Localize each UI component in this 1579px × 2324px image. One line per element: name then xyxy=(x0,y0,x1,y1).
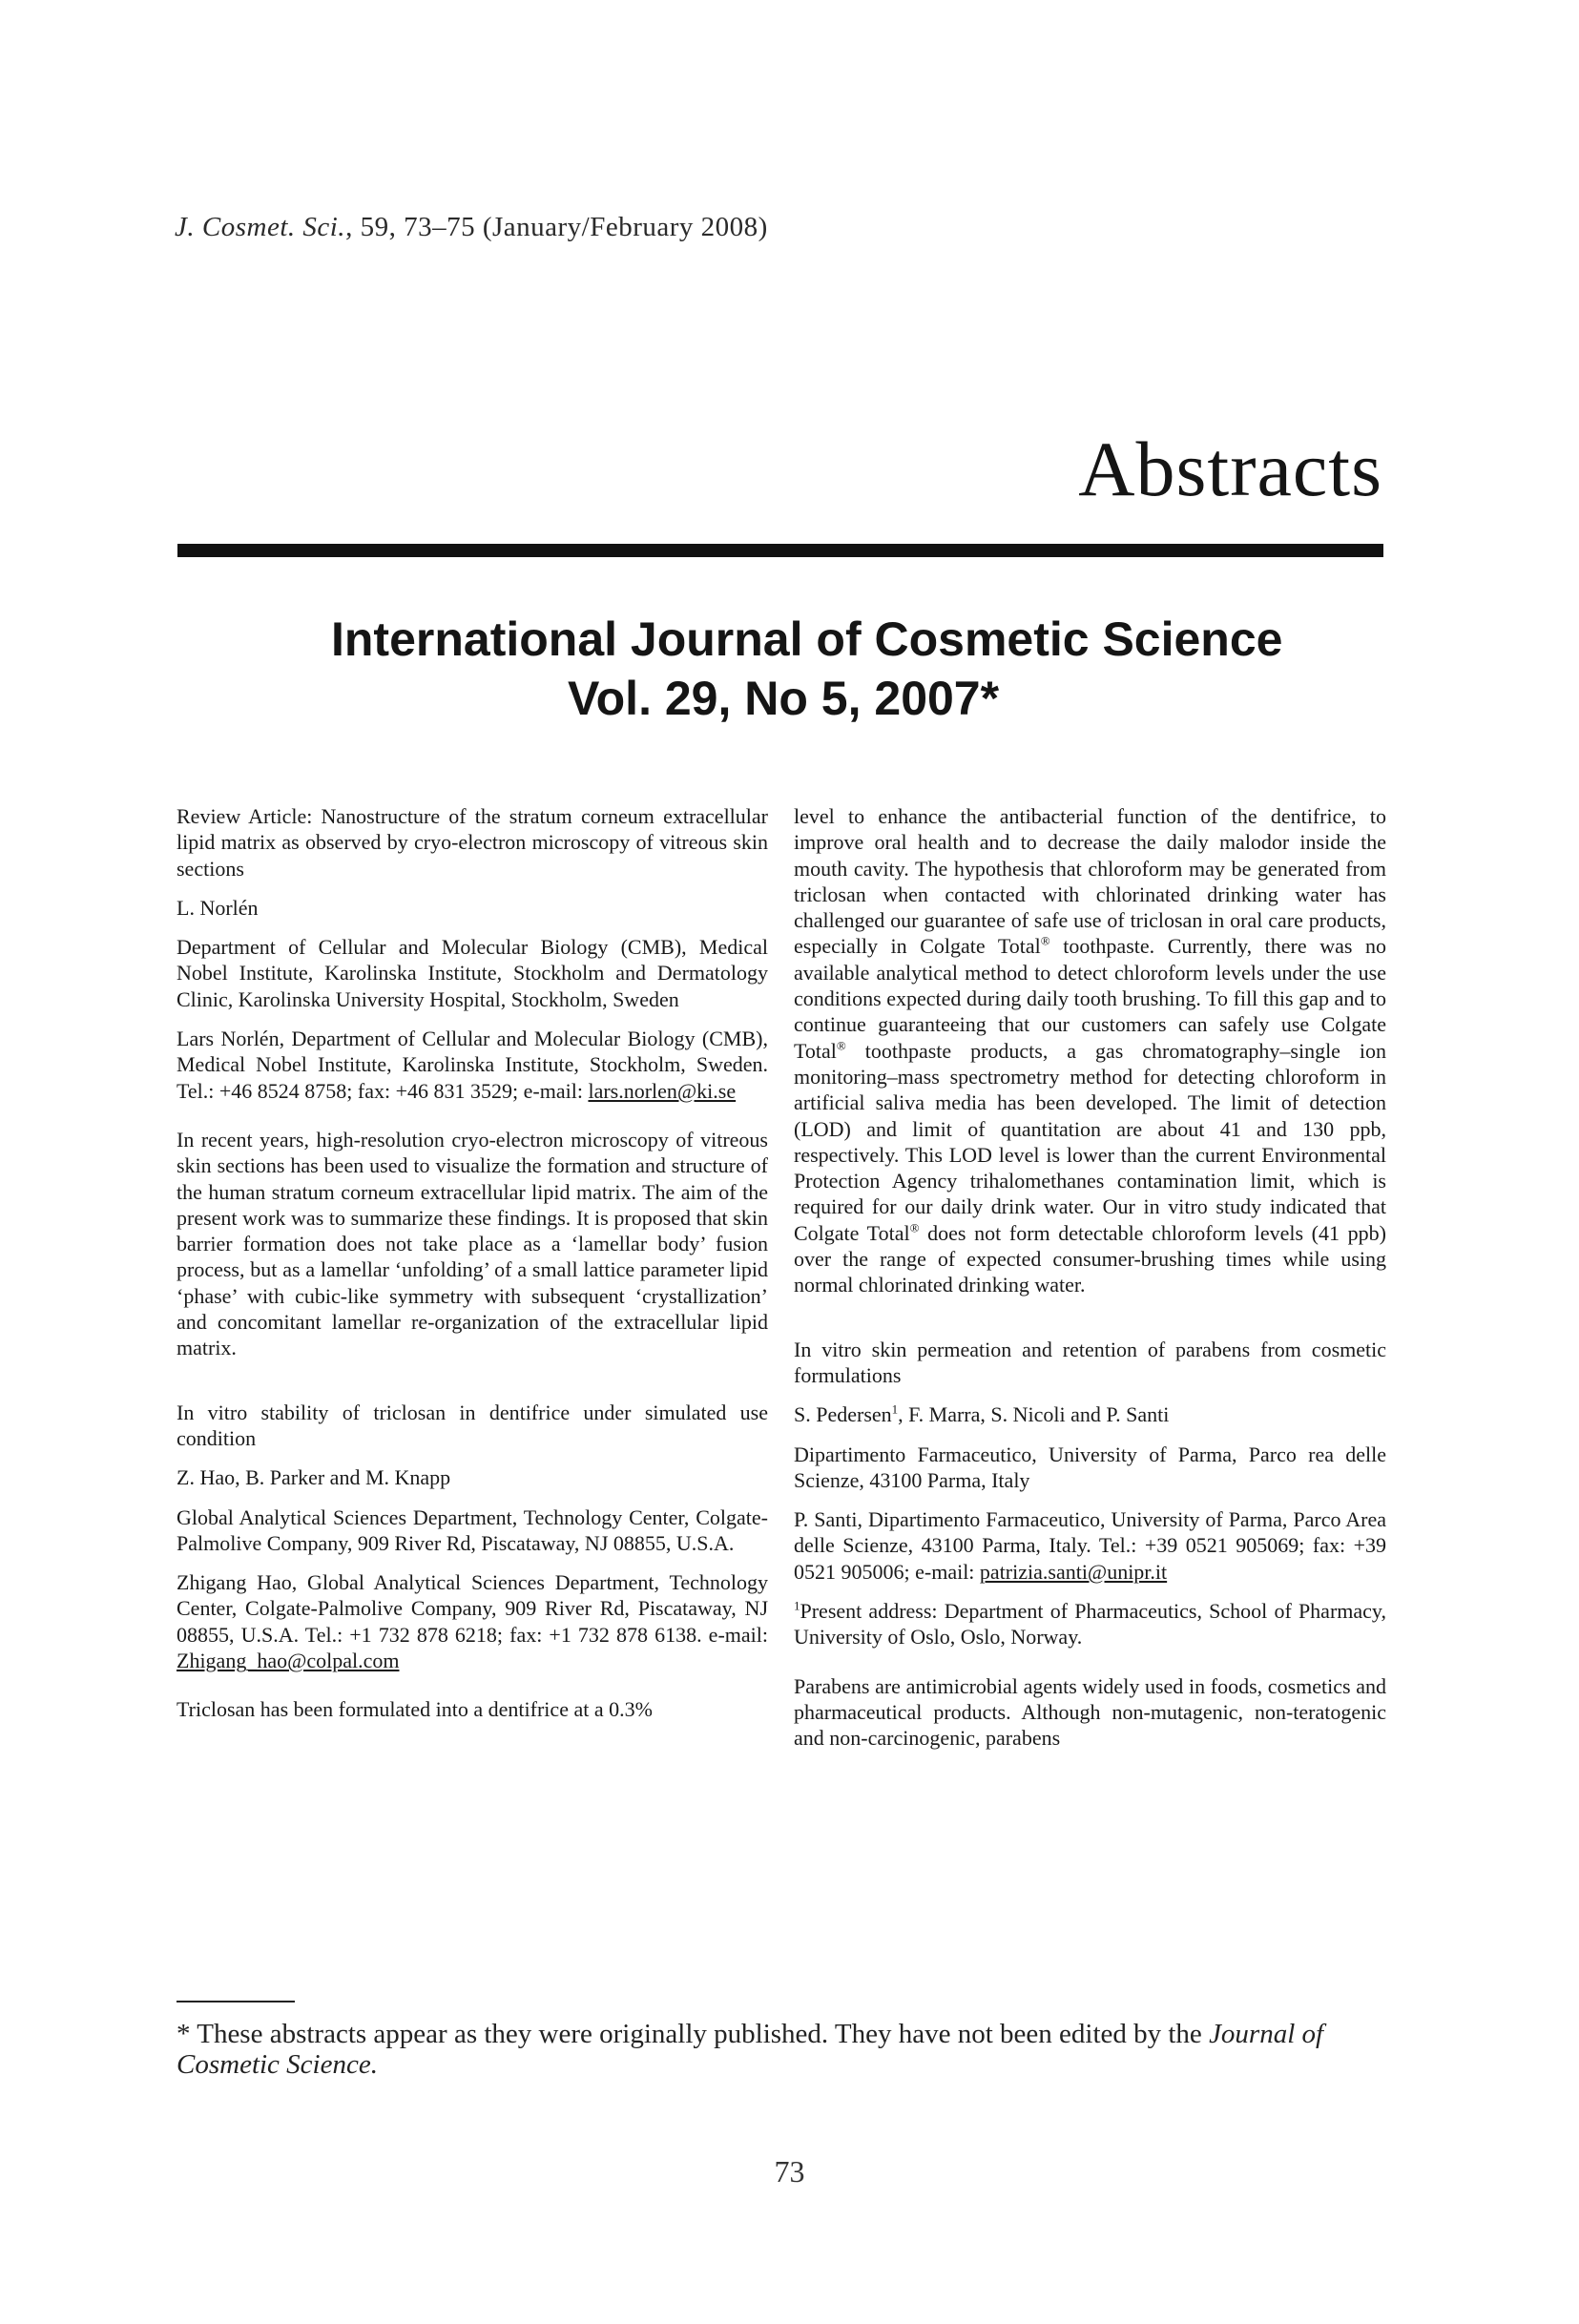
right-column xyxy=(794,803,1386,1752)
article1-email-link[interactable]: lars.norlen@ki.se xyxy=(588,1078,737,1103)
page-title: Abstracts xyxy=(1078,425,1382,512)
article3-first-author: S. Pedersen xyxy=(794,1402,892,1427)
article3-affiliation: Dipartimento Farmaceutico, University of Parma, Parco rea delle Scienze, 43100 Parma, Italy xyxy=(794,1442,1386,1492)
article2-affiliation: Global Analytical Sciences Department, Technology Center, Colgate-Palmolive Company, 909 River Rd, Piscataway, NJ 08855, U.S.A. xyxy=(177,1504,768,1555)
abstract-continued-part2: toothpaste. Currently, there was no available analytical method to detect chloroform levels under the use conditions expected during daily tooth brushing. To fill this gap and to continue guaranteeing that our customers can safely use Colgate Total xyxy=(794,934,1387,1063)
article2-contact xyxy=(177,1569,768,1673)
article1-affiliation: Department of Cellular and Molecular Biology (CMB), Medical Nobel Institute, Karolinska Institute, Stockholm and Dermatology Clinic, Karolinska University Hospital, Stockholm, Sweden xyxy=(177,935,768,1011)
footnote-divider xyxy=(177,2001,295,2002)
registered-mark: ® xyxy=(909,1220,920,1235)
journal-name: International Journal of Cosmetic Science xyxy=(331,612,1283,666)
article1-authors: L. Norlén xyxy=(177,895,259,920)
footnote-text: * These abstracts appear as they were originally published. They have not been edited by the xyxy=(177,2019,1210,2049)
title-divider xyxy=(177,544,1383,557)
article2-abstract-start: Triclosan has been formulated into a dentifrice at a 0.3% xyxy=(177,1697,653,1722)
abstract-continued-part4: does not form detectable chloroform levels (41 ppb) over the range of expected consumer-brushing times while using normal chlorinated drinking water. xyxy=(794,1220,1386,1297)
abstract-continued-part3: toothpaste products, a gas chromatography–single ion monitoring–mass spectrometry method for detecting chloroform in artificial saliva media has been developed. The limit of detection (LOD) and limit of quantitation are about 41 and 130 ppb, respectively. This LOD level is lower than the current Environmental Protection Agency trihalomethanes contamination limit, which is required for our daily drink water. Our in vitro study indicated that Colgate Total xyxy=(794,1038,1386,1245)
article3-email-link[interactable]: patrizia.santi@unipr.it xyxy=(979,1559,1168,1584)
abstract-continued-part1: level to enhance the antibacterial function of the dentifrice, to improve oral health and to decrease the daily malodor inside the mouth cavity. The hypothesis that chloroform may be generated from triclosan when contacted with chlorinated drinking water has challenged our guarantee of safe use of triclosan in oral care products, especially in Colgate Total xyxy=(794,804,1386,959)
article2-authors: Z. Hao, B. Parker and M. Knapp xyxy=(177,1465,451,1490)
footnote-journal: Journal of Cosmetic Science. xyxy=(177,2019,1324,2080)
article2-title: In vitro stability of triclosan in dentifrice under simulated use condition xyxy=(177,1400,768,1450)
registered-mark: ® xyxy=(1040,934,1050,949)
left-column xyxy=(177,803,768,1723)
article3-present-address xyxy=(794,1598,1386,1650)
article3-abstract-start: Parabens are antimicrobial agents widely used in foods, cosmetics and pharmaceutical products. Although non-mutagenic, non-teratogenic and non-carcinogenic, parabens xyxy=(794,1673,1386,1751)
present-address-text: Present address: Department of Pharmaceutics, School of Pharmacy, University of Oslo, Oslo, Norway. xyxy=(794,1599,1386,1650)
citation-journal: J. Cosmet. Sci. xyxy=(175,212,346,242)
article3-other-authors: , F. Marra, S. Nicoli and P. Santi xyxy=(898,1402,1170,1427)
page-number: 73 xyxy=(774,2154,805,2189)
article2-email-link[interactable]: Zhigang_hao@colpal.com xyxy=(177,1649,400,1673)
article3-title: In vitro skin permeation and retention of parabens from cosmetic formulations xyxy=(794,1337,1386,1387)
registered-mark: ® xyxy=(836,1038,846,1053)
article3-contact xyxy=(794,1506,1386,1585)
article2-contact-text: Zhigang Hao, Global Analytical Sciences Department, Technology Center, Colgate-Palmolive Company, 909 River Rd, Piscataway, NJ 08855, U.S.A. Tel.: +1 732 878 6218; fax: +1 732 878 6138. e-mail: xyxy=(177,1570,768,1647)
author-footnote-mark: 1 xyxy=(891,1401,899,1417)
journal-volume: Vol. 29, No 5, 2007* xyxy=(568,672,1000,725)
citation-details: , 59, 73–75 (January/February 2008) xyxy=(345,212,768,242)
journal-citation xyxy=(175,212,768,243)
article2-abstract-continued xyxy=(794,803,1386,1298)
article1-title: Review Article: Nanostructure of the stratum corneum extracellular lipid matrix as observed by cryo-electron microscopy of vitreous skin sections xyxy=(177,804,768,881)
article3-authors xyxy=(794,1401,1386,1427)
present-address-mark: 1 xyxy=(794,1598,800,1613)
article1-contact xyxy=(177,1026,768,1104)
article1-contact-text: Lars Norlén, Department of Cellular and Molecular Biology (CMB), Medical Nobel Institute, Karolinska Institute, Stockholm, Sweden. Tel.: +46 8524 8758; fax: +46 831 3529; e-mail: xyxy=(177,1027,768,1103)
footnote xyxy=(177,2019,1386,2080)
article1-abstract: In recent years, high-resolution cryo-electron microscopy of vitreous skin sections has been used to visualize the formation and structure of the human stratum corneum extracellular lipid matrix. The aim of the present work was to summarize these findings. It is proposed that skin barrier formation does not take place as a ‘lamellar body’ fusion process, but as a lamellar ‘unfolding’ of a small lattice parameter lipid ‘phase’ with cubic-like symmetry with subsequent ‘crystallization’ and concomitant lamellar re-organization of the extracellular lipid matrix. xyxy=(177,1127,768,1360)
article3-contact-text: P. Santi, Dipartimento Farmaceutico, University of Parma, Parco Area delle Scienze, 43100 Parma, Italy. Tel.: +39 0521 905069; fax: +39 0521 905006; e-mail: xyxy=(794,1507,1386,1584)
